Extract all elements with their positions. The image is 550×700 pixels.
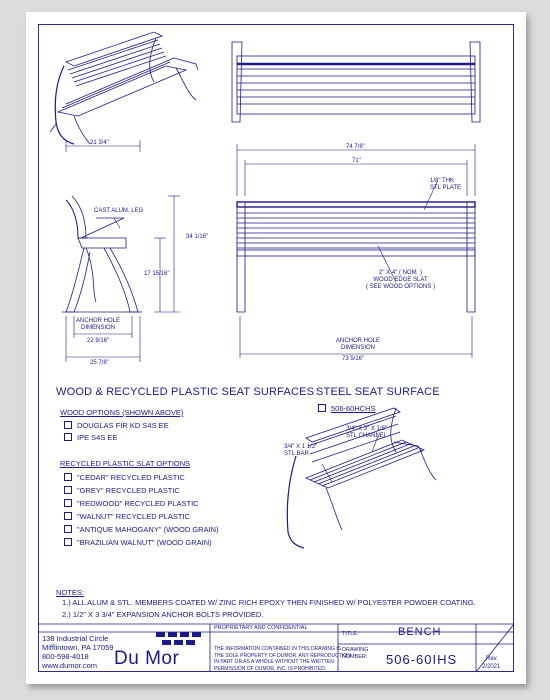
steel-option[interactable]: 506-60HCHS	[318, 404, 376, 413]
dim-base-depth: 25 7/8"	[90, 360, 109, 366]
drawing-sheet	[26, 12, 526, 684]
callout-anchor-right: ANCHOR HOLE DIMENSION	[336, 338, 381, 351]
callout-plate: 1/8" THK STL PLATE	[430, 178, 462, 191]
callout-anchor-left: ANCHOR HOLE DIMENSION	[76, 318, 121, 331]
plastic-option[interactable]: "CEDAR" RECYCLED PLASTIC	[64, 473, 185, 482]
dim-anchor-length: 73 5/16"	[342, 356, 365, 362]
drawing-title: BENCH	[398, 626, 442, 638]
checkbox[interactable]	[64, 525, 72, 533]
confidential-disclaimer: THE INFORMATION CONTAINED IN THIS DRAWING IS THE SOLE PROPERTY OF DUMOR. ANY REPRODUCTION IN PART OR AS A WHOLE WITHOUT THE WRITTEN PERMISSION OF DUMOR, INC. IS PROHIBITED.	[214, 646, 351, 672]
note-item: 1.) ALL ALUM & STL. MEMBERS COATED W/ ZINC RICH EPOXY THEN FINISHED W/ POLYESTER POWDER COATING.	[62, 598, 476, 607]
dim-overall-length: 74 7/8"	[346, 144, 365, 150]
plastic-option[interactable]: "WALNUT" RECYCLED PLASTIC	[64, 512, 190, 521]
checkbox[interactable]	[64, 499, 72, 507]
dimension-lines	[66, 140, 475, 482]
dim-anchor-depth: 22 9/16"	[87, 338, 110, 344]
dim-seat-length: 71"	[352, 158, 361, 164]
checkbox[interactable]	[64, 473, 72, 481]
dim-overall-height: 34 1/16"	[186, 234, 209, 240]
drawing-number: 506-60IHS	[386, 652, 458, 667]
checkbox[interactable]	[64, 538, 72, 546]
checkbox[interactable]	[318, 404, 326, 412]
confidential-label: PROPRIETARY AND CONFIDENTIAL	[214, 625, 308, 631]
wood-section-title: WOOD & RECYCLED PLASTIC SEAT SURFACES	[56, 386, 315, 398]
callout-slat: 2" X 4" ( NOM. ) WOOD EDGE SLAT ( SEE WOOD OPTIONS )	[366, 270, 436, 290]
dim-seat-height: 17 15/16"	[144, 271, 170, 277]
drawing-number-label: DRAWING NUMBER:	[342, 647, 369, 660]
company-logo: Du Mor	[114, 648, 180, 669]
plastic-option[interactable]: "GREY" RECYCLED PLASTIC	[64, 486, 180, 495]
rev-date: 2/2021	[482, 664, 501, 670]
plastic-option[interactable]: "ANTIQUE MAHOGANY" (WOOD GRAIN)	[64, 525, 219, 534]
plastic-option[interactable]: "BRAZILIAN WALNUT" (WOOD GRAIN)	[64, 538, 212, 547]
top-view	[232, 42, 480, 122]
wood-options-heading: WOOD OPTIONS (SHOWN ABOVE)	[60, 408, 184, 417]
checkbox[interactable]	[64, 486, 72, 494]
callout-bar: 3/4" X 1 1/2" STL BAR	[284, 444, 318, 457]
title-label: TITLE:	[342, 631, 359, 637]
checkbox[interactable]	[64, 421, 72, 429]
notes-title: NOTES:	[56, 588, 84, 597]
plastic-option[interactable]: "REDWOOD" RECYCLED PLASTIC	[64, 499, 199, 508]
wood-option[interactable]: IPE S4S EE	[64, 433, 117, 442]
logo-mark	[156, 632, 201, 645]
checkbox[interactable]	[64, 433, 72, 441]
company-address: 138 Industrial Circle Mifflintown, PA 17059 800-598-4018 www.dumor.com	[42, 634, 114, 670]
wood-option[interactable]: DOUGLAS FIR KD S4S EE	[64, 421, 169, 430]
bench-drawings	[26, 12, 526, 684]
iso-view-wood	[50, 32, 198, 144]
plastic-options-heading: RECYCLED PLASTIC SLAT OPTIONS	[60, 459, 191, 468]
checkbox[interactable]	[64, 512, 72, 520]
front-view	[237, 202, 475, 312]
callout-channel: 3/4" X 3" X 1/8" STL CHANNEL	[346, 426, 388, 439]
rev-label: Rev.	[486, 656, 498, 662]
callout-leg: CAST ALUM. LEG	[94, 208, 144, 214]
steel-section-title: STEEL SEAT SURFACE	[316, 386, 440, 398]
note-item: 2.) 1/2" X 3 3/4" EXPANSION ANCHOR BOLTS PROVIDED.	[62, 610, 264, 619]
dim-front-width: 21 3/4"	[90, 140, 109, 146]
